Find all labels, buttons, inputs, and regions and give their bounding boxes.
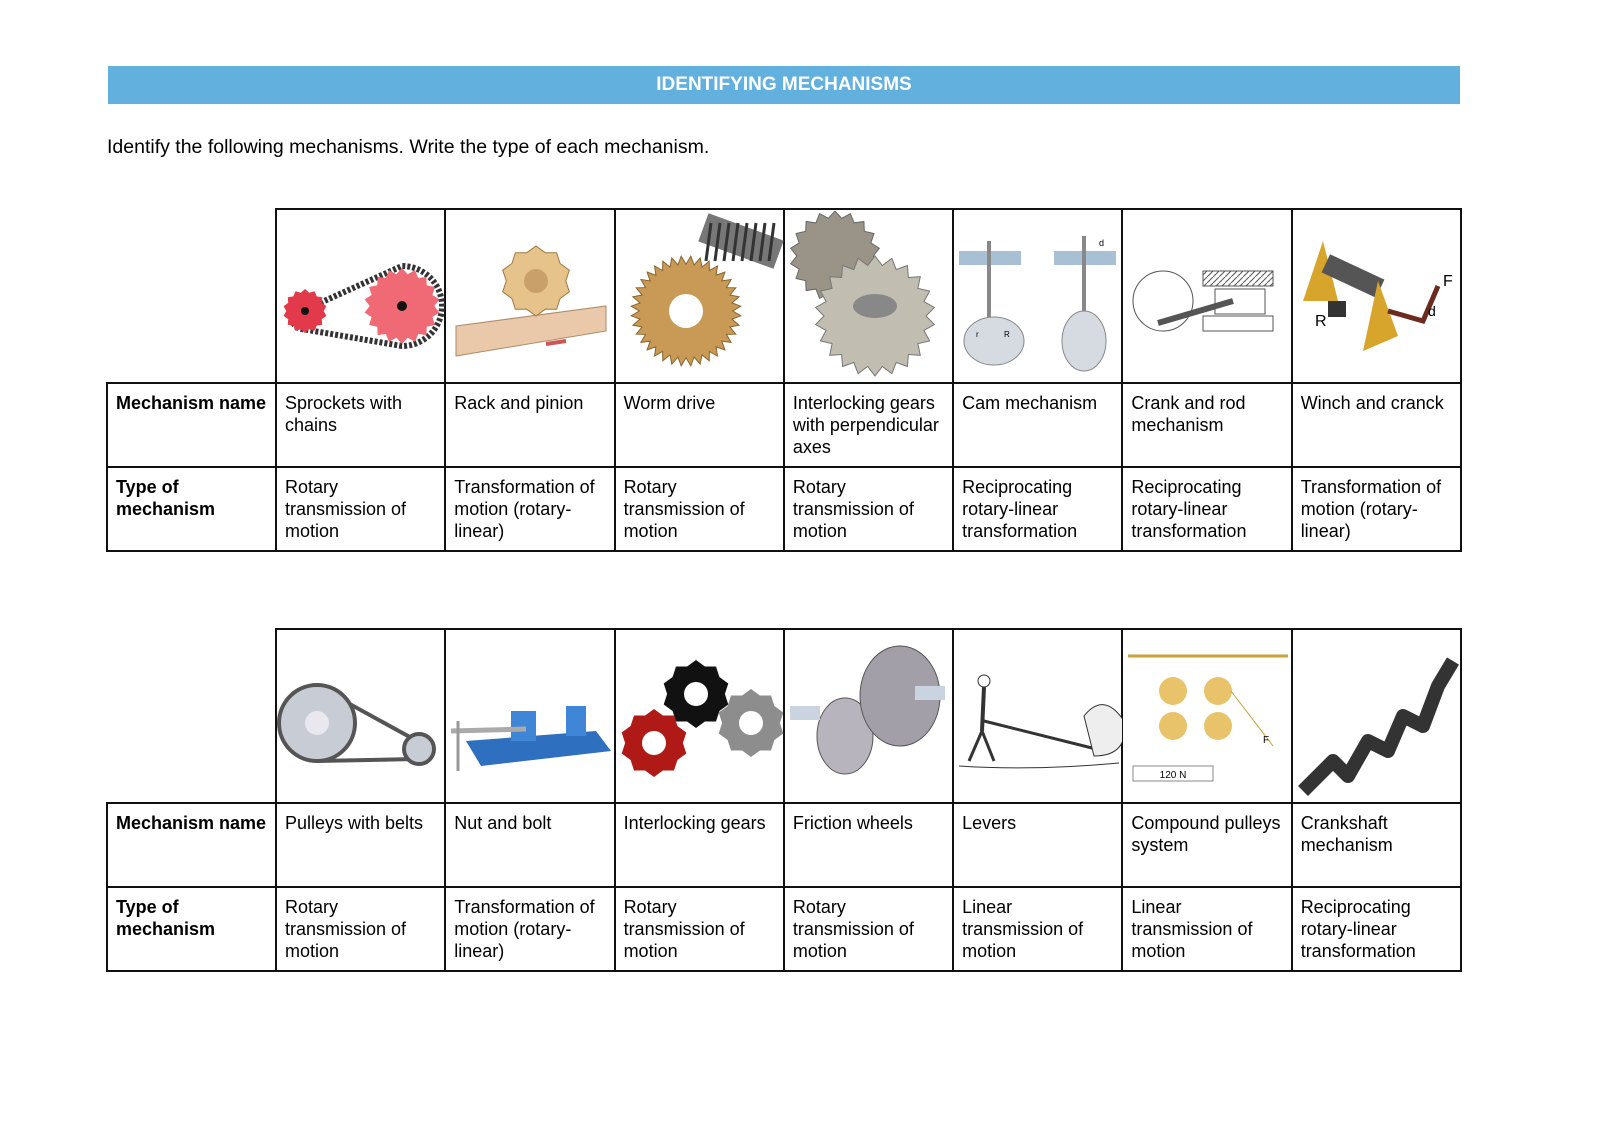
svg-text:F: F <box>1263 735 1270 746</box>
compound-pulley-icon <box>1123 631 1291 801</box>
name-row <box>107 803 1461 887</box>
mechanism-name-cell[interactable]: Levers <box>953 803 1122 887</box>
mechanism-image-cell <box>276 629 445 803</box>
mechanism-name-cell[interactable]: Pulleys with belts <box>276 803 445 887</box>
mechanism-image-cell <box>1292 629 1461 803</box>
friction-wheels-icon <box>785 631 953 801</box>
mechanism-image-cell <box>1122 629 1291 803</box>
mechanism-type-cell[interactable]: Reciprocating rotary-linear transformation <box>953 467 1122 551</box>
mechanisms-table-1 <box>106 208 1462 552</box>
type-row <box>107 467 1461 551</box>
svg-text:r: r <box>976 330 979 339</box>
mechanism-name-cell[interactable]: Sprockets with chains <box>276 383 445 467</box>
gears-icon <box>616 631 784 801</box>
type-row <box>107 887 1461 971</box>
sprockets-chain-icon <box>277 211 445 381</box>
mechanism-name-cell[interactable]: Cam mechanism <box>953 383 1122 467</box>
mechanism-type-cell[interactable]: Transformation of motion (rotary-linear) <box>445 887 614 971</box>
mechanism-image-cell <box>615 629 784 803</box>
row-label-type: Type of mechanism <box>107 887 276 971</box>
mechanism-name-cell[interactable]: Rack and pinion <box>445 383 614 467</box>
svg-text:d: d <box>1427 303 1436 319</box>
mechanism-type-cell[interactable]: Rotary transmission of motion <box>615 887 784 971</box>
svg-text:R: R <box>1314 313 1327 330</box>
crank-rod-icon <box>1123 211 1291 381</box>
mechanism-name-cell[interactable]: Interlocking gears with perpendicular axes <box>784 383 953 467</box>
mechanism-name-cell[interactable]: Winch and cranck <box>1292 383 1461 467</box>
mechanism-image-cell <box>784 209 953 383</box>
mechanism-type-cell[interactable]: Rotary transmission of motion <box>784 887 953 971</box>
mechanisms-table-2 <box>106 628 1462 972</box>
lever-icon <box>954 631 1122 801</box>
mechanism-type-cell[interactable]: Linear transmission of motion <box>953 887 1122 971</box>
worm-drive-icon <box>616 211 784 381</box>
mechanism-image-cell <box>1122 209 1291 383</box>
image-row <box>107 629 1461 803</box>
winch-icon <box>1293 211 1461 381</box>
cam-icon <box>954 211 1122 381</box>
mechanism-name-cell[interactable]: Worm drive <box>615 383 784 467</box>
mechanism-image-cell <box>1292 209 1461 383</box>
crankshaft-icon <box>1293 631 1461 801</box>
svg-text:d: d <box>1099 238 1105 248</box>
mechanism-name-cell[interactable]: Compound pulleys system <box>1122 803 1291 887</box>
bevel-gears-icon <box>785 211 953 381</box>
mechanism-name-cell[interactable]: Friction wheels <box>784 803 953 887</box>
mechanism-image-cell <box>445 209 614 383</box>
mechanism-name-cell[interactable]: Interlocking gears <box>615 803 784 887</box>
row-label-name: Mechanism name <box>107 803 276 887</box>
svg-text:R: R <box>1004 330 1010 339</box>
name-row <box>107 383 1461 467</box>
page-title: IDENTIFYING MECHANISMS <box>108 66 1460 104</box>
mechanism-type-cell[interactable]: Rotary transmission of motion <box>276 887 445 971</box>
mechanism-image-cell <box>615 209 784 383</box>
pulley-belt-icon <box>277 631 445 801</box>
mechanism-name-cell[interactable]: Nut and bolt <box>445 803 614 887</box>
instructions: Identify the following mechanisms. Write the type of each mechanism. <box>107 136 710 158</box>
rack-pinion-icon <box>446 211 614 381</box>
image-row <box>107 209 1461 383</box>
mechanism-image-cell <box>276 209 445 383</box>
mechanism-name-cell[interactable]: Crank and rod mechanism <box>1122 383 1291 467</box>
svg-text:120 N: 120 N <box>1160 770 1187 781</box>
mechanism-image-cell <box>445 629 614 803</box>
mechanism-type-cell[interactable]: Rotary transmission of motion <box>615 467 784 551</box>
mechanism-type-cell[interactable]: Transformation of motion (rotary-linear) <box>1292 467 1461 551</box>
mechanism-image-cell <box>953 629 1122 803</box>
mechanism-type-cell[interactable]: Rotary transmission of motion <box>276 467 445 551</box>
mechanism-image-cell <box>953 209 1122 383</box>
vise-icon <box>446 631 614 801</box>
mechanism-name-cell[interactable]: Crankshaft mechanism <box>1292 803 1461 887</box>
mechanism-type-cell[interactable]: Linear transmission of motion <box>1122 887 1291 971</box>
row-label-type: Type of mechanism <box>107 467 276 551</box>
mechanism-type-cell[interactable]: Reciprocating rotary-linear transformation <box>1292 887 1461 971</box>
mechanism-type-cell[interactable]: Rotary transmission of motion <box>784 467 953 551</box>
mechanism-type-cell[interactable]: Transformation of motion (rotary-linear) <box>445 467 614 551</box>
row-label-name: Mechanism name <box>107 383 276 467</box>
mechanism-image-cell <box>784 629 953 803</box>
svg-text:F: F <box>1442 273 1453 290</box>
mechanism-type-cell[interactable]: Reciprocating rotary-linear transformation <box>1122 467 1291 551</box>
